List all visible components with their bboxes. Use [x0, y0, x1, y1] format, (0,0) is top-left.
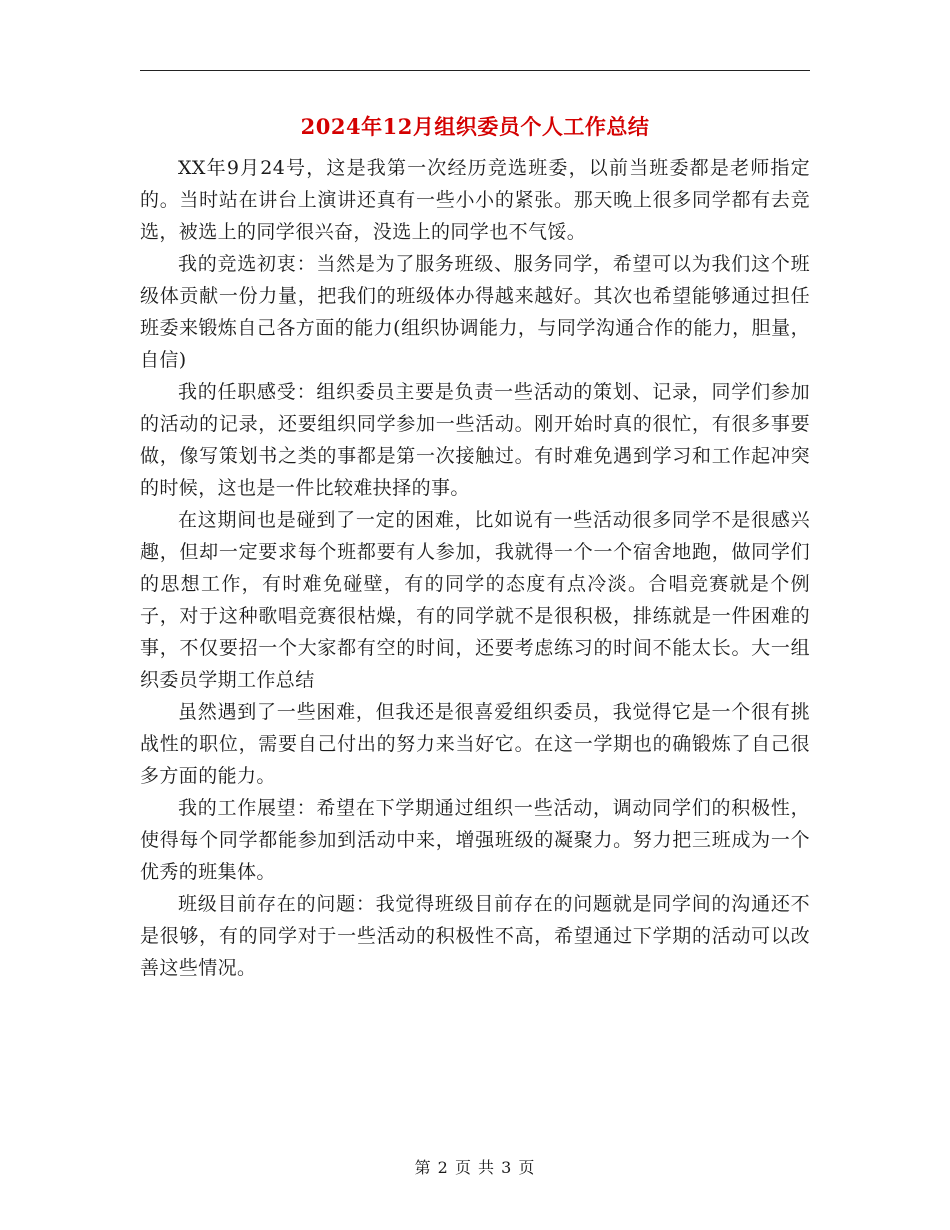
paragraph-5: 虽然遇到了一些困难，但我还是很喜爱组织委员，我觉得它是一个很有挑战性的职位，需要自己付出的努力来当好它。在这一学期也的确锻炼了自己很多方面的能力。	[140, 701, 810, 787]
paragraph-2: 我的竞选初衷：当然是为了服务班级、服务同学，希望可以为我们这个班级体贡献一份力量，把我们的班级体办得越来越好。其次也希望能够通过担任班委来锻炼自己各方面的能力(组织协调能力，与同学沟通合作的能力，胆量，自信)	[140, 253, 810, 371]
page-footer: 第 2 页 共 3 页	[414, 1158, 536, 1177]
document-title: 2024年12月组织委员个人工作总结	[300, 114, 650, 139]
paragraph-6: 我的工作展望：希望在下学期通过组织一些活动，调动同学们的积极性，使得每个同学都能参加到活动中来，增强班级的凝聚力。努力把三班成为一个优秀的班集体。	[140, 797, 810, 883]
document-body	[140, 152, 810, 984]
header-rule	[140, 70, 810, 71]
paragraph-4: 在这期间也是碰到了一定的困难，比如说有一些活动很多同学不是很感兴趣，但却一定要求每个班都要有人参加，我就得一个一个宿舍地跑，做同学们的思想工作，有时难免碰壁，有的同学的态度有点冷淡。合唱竞赛就是个例子，对于这种歌唱竞赛很枯燥，有的同学就不是很积极，排练就是一件困难的事，不仅要招一个大家都有空的时间，还要考虑练习的时间不能太长。大一组织委员学期工作总结	[140, 509, 810, 691]
paragraph-3: 我的任职感受：组织委员主要是负责一些活动的策划、记录，同学们参加的活动的记录，还要组织同学参加一些活动。刚开始时真的很忙，有很多事要做，像写策划书之类的事都是第一次接触过。有时难免遇到学习和工作起冲突的时候，这也是一件比较难抉择的事。	[140, 381, 810, 499]
paragraph-1: XX年9月24号，这是我第一次经历竞选班委，以前当班委都是老师指定的。当时站在讲台上演讲还真有一些小小的紧张。那天晚上很多同学都有去竞选，被选上的同学很兴奋，没选上的同学也不气馁。	[140, 157, 810, 243]
paragraph-7: 班级目前存在的问题：我觉得班级目前存在的问题就是同学间的沟通还不是很够，有的同学对于一些活动的积极性不高，希望通过下学期的活动可以改善这些情况。	[140, 893, 810, 979]
